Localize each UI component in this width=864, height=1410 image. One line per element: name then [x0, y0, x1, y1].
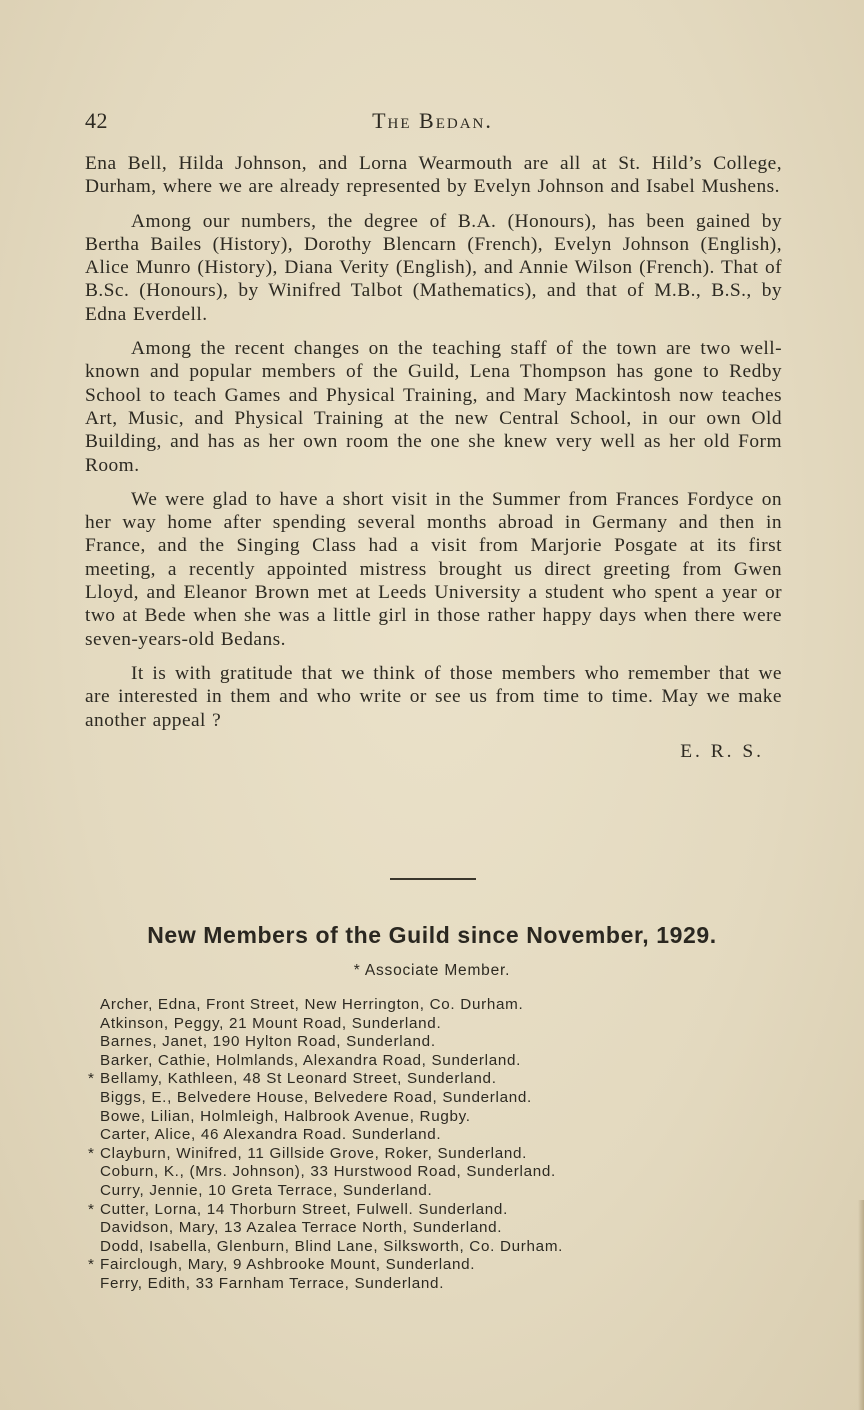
section-divider	[390, 878, 476, 880]
running-title: The Bedan.	[372, 108, 493, 133]
list-item	[88, 1015, 788, 1034]
member-entry: Clayburn, Winifred, 11 Gillside Grove, Roker, Sunderland.	[100, 1144, 528, 1162]
list-item	[88, 1108, 788, 1127]
member-entry: Bowe, Lilian, Holmleigh, Halbrook Avenue, Rugby.	[100, 1107, 471, 1125]
member-entry: Curry, Jennie, 10 Greta Terrace, Sunderland.	[100, 1181, 433, 1199]
member-entry: Biggs, E., Belvedere House, Belvedere Road, Sunderland.	[100, 1088, 532, 1106]
list-item	[88, 1145, 788, 1164]
list-item	[88, 1256, 788, 1275]
member-entry: Barker, Cathie, Holmlands, Alexandra Road, Sunderland.	[100, 1051, 522, 1069]
member-entry: Atkinson, Peggy, 21 Mount Road, Sunderland.	[100, 1014, 442, 1032]
paragraph: Among our numbers, the degree of B.A. (Honours), has been gained by Bertha Bailes (History), Dorothy Blencarn (French), Evelyn Johnson (English), Alice Munro (History), Diana Verity (English), and Annie Wilson (French). That of B.Sc. (Honours), by Winifred Talbot (Mathematics), and that of M.B., B.S., by Edna Everdell.	[85, 210, 782, 325]
list-item	[88, 1201, 788, 1220]
list-item	[88, 1033, 788, 1052]
list-item	[88, 1275, 788, 1294]
associate-star: *	[88, 1070, 95, 1088]
list-item	[88, 1089, 788, 1108]
member-list	[88, 996, 788, 1294]
list-item	[88, 996, 788, 1015]
paragraph: Ena Bell, Hilda Johnson, and Lorna Wearmouth are all at St. Hild’s College, Durham, where we are already represented by Evelyn Johnson and Isabel Mushens.	[85, 153, 782, 198]
section-heading: New Members of the Guild since November, 1929.	[147, 922, 717, 948]
list-item	[88, 1163, 788, 1182]
member-entry: Fairclough, Mary, 9 Ashbrooke Mount, Sunderland.	[100, 1256, 476, 1274]
member-entry: Dodd, Isabella, Glenburn, Blind Lane, Silksworth, Co. Durham.	[100, 1237, 564, 1255]
list-item	[88, 1052, 788, 1071]
member-entry: Davidson, Mary, 13 Azalea Terrace North, Sunderland.	[100, 1219, 503, 1237]
member-entry: Archer, Edna, Front Street, New Herrington, Co. Durham.	[100, 996, 524, 1013]
member-entry: Cutter, Lorna, 14 Thorburn Street, Fulwell. Sunderland.	[100, 1200, 508, 1218]
list-item	[88, 1238, 788, 1257]
list-item	[88, 1126, 788, 1145]
associate-star: *	[88, 1200, 95, 1218]
associate-star: *	[88, 1144, 95, 1162]
signature: E. R. S.	[680, 740, 764, 762]
paragraph: Among the recent changes on the teaching staff of the town are two well-known and popular members of the Guild, Lena Thompson has gone to Redby School to teach Games and Physical Training, and Mary Mackintosh now teaches Art, Music, and Physical Training at the new Central School, in our own Old Building, and has as her own room the one she knew very well as her old Form Room.	[85, 338, 782, 476]
member-entry: Coburn, K., (Mrs. Johnson), 33 Hurstwood Road, Sunderland.	[100, 1163, 556, 1181]
page-number: 42	[85, 108, 108, 133]
member-entry: Carter, Alice, 46 Alexandra Road. Sunderland.	[100, 1126, 442, 1144]
member-entry: Ferry, Edith, 33 Farnham Terrace, Sunderland.	[100, 1274, 445, 1292]
list-item	[88, 1070, 788, 1089]
body-text	[85, 152, 782, 763]
associate-member-legend: * Associate Member.	[353, 962, 511, 979]
list-item	[88, 1182, 788, 1201]
member-entry: Bellamy, Kathleen, 48 St Leonard Street, Sunderland.	[100, 1070, 497, 1088]
paragraph: It is with gratitude that we think of those members who remember that we are interested in them and who write or see us from time to time. May we make another appeal ?	[85, 662, 782, 731]
list-item	[88, 1219, 788, 1238]
paragraph: We were glad to have a short visit in the Summer from Frances Fordyce on her way home after spending several months abroad in Germany and then in France, and the Singing Class had a visit from Marjorie Posgate at its first meeting, a recently appointed mistress brought us direct greeting from Gwen Lloyd, and Eleanor Brown met at Leeds University a student who spent a year or two at Bede when she was a little girl in those rather happy days when there were seven-years-old Bedans.	[85, 488, 782, 650]
member-entry: Barnes, Janet, 190 Hylton Road, Sunderland.	[100, 1033, 436, 1051]
page-edge-shadow	[858, 1200, 864, 1410]
associate-star: *	[88, 1256, 95, 1274]
running-head	[85, 108, 780, 136]
